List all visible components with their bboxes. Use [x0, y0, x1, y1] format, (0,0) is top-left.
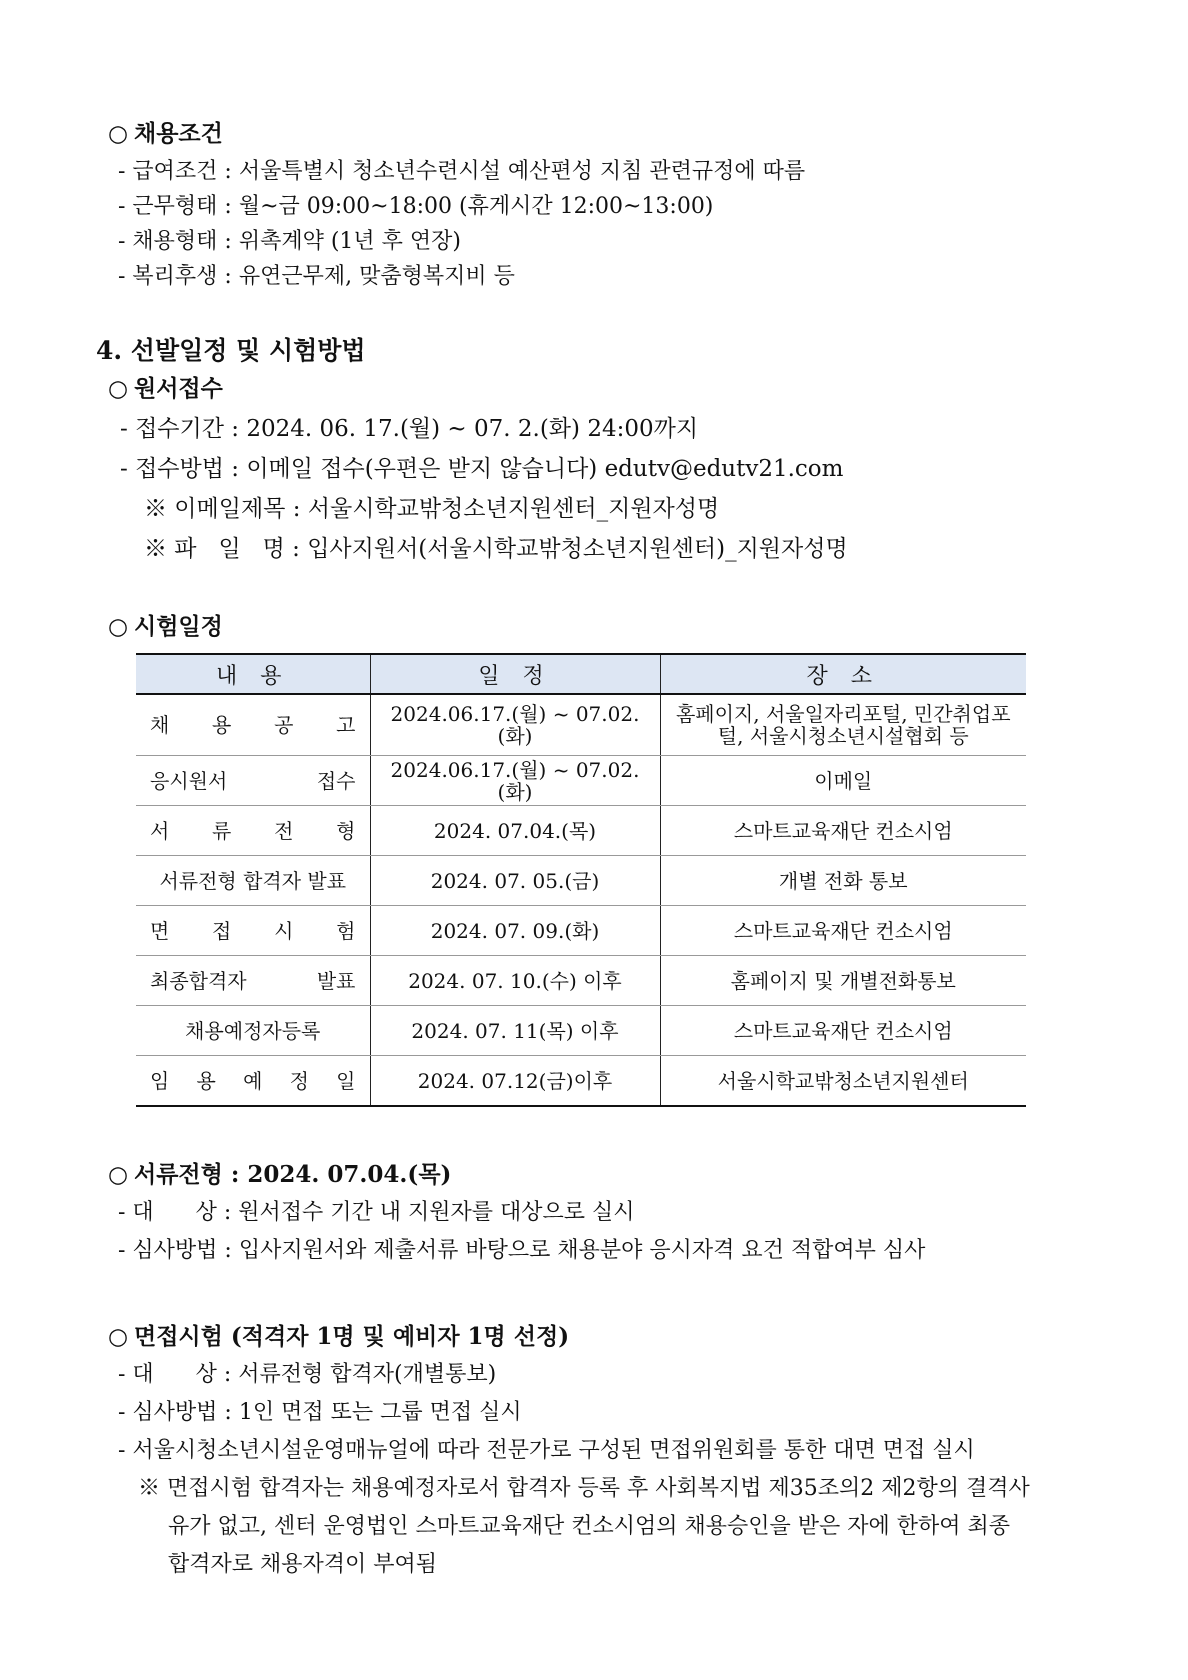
row-item-part: 발표 [316, 968, 356, 993]
table-row [136, 694, 1026, 756]
table-header-row [136, 654, 1026, 694]
row-item [136, 806, 370, 856]
row-place: 이메일 [660, 756, 1026, 806]
row-item-part: 최종합격자 [150, 968, 247, 993]
circle-bullet-icon: ○ [108, 1161, 129, 1188]
row-item-part: 서 [150, 818, 170, 843]
exam-schedule-heading: ○ 시험일정 [108, 613, 223, 640]
interview-note-line-3: 합격자로 채용자격이 부여됨 [168, 1552, 438, 1577]
circle-bullet-icon: ○ [108, 1323, 129, 1350]
row-item: 서류전형 합격자 발표 [136, 856, 370, 906]
row-date: 2024. 07.12(금)이후 [370, 1056, 660, 1107]
row-item-part: 시 [274, 918, 294, 943]
table-row [136, 1006, 1026, 1056]
employment-conditions-heading: ○ 채용조건 [108, 120, 223, 147]
row-place: 스마트교육재단 컨소시엄 [660, 906, 1026, 956]
note-file-name: ※ 파 일 명 : 입사지원서(서울시학교밖청소년지원센터)_지원자성명 [144, 536, 848, 562]
row-item-part: 접 [212, 918, 232, 943]
table-row [136, 856, 1026, 906]
interview-method: - 심사방법 : 1인 면접 또는 그룹 면접 실시 [118, 1400, 522, 1425]
chapter-4-title: 4. 선발일정 및 시험방법 [96, 336, 366, 365]
row-item [136, 906, 370, 956]
row-item-part: 험 [336, 918, 356, 943]
row-place: 스마트교육재단 컨소시엄 [660, 806, 1026, 856]
row-date: 2024. 07. 11(목) 이후 [370, 1006, 660, 1056]
screening-method: - 심사방법 : 입사지원서와 제출서류 바탕으로 채용분야 응시자격 요건 적합여부 심사 [118, 1238, 926, 1263]
row-item-part: 정 [289, 1068, 309, 1093]
row-place: 홈페이지, 서울일자리포털, 민간취업포털, 서울시청소년시설협회 등 [660, 694, 1026, 756]
row-item-part: 면 [150, 918, 170, 943]
condition-welfare: - 복리후생 : 유연근무제, 맞춤형복지비 등 [118, 264, 515, 289]
table-row [136, 956, 1026, 1006]
application-period: - 접수기간 : 2024. 06. 17.(월) ~ 07. 2.(화) 24:00까지 [120, 416, 699, 442]
table-row [136, 806, 1026, 856]
document-screening-heading: ○ 서류전형 : 2024. 07.04.(목) [108, 1161, 452, 1188]
row-date: 2024. 07. 10.(수) 이후 [370, 956, 660, 1006]
row-item-part: 임 [150, 1068, 170, 1093]
interview-note-line-1: ※ 면접시험 합격자는 채용예정자로서 합격자 등록 후 사회복지법 제35조의2 제2항의 결격사 [138, 1476, 1030, 1501]
row-item-part: 류 [212, 818, 232, 843]
condition-employment-type: - 채용형태 : 위촉계약 (1년 후 연장) [118, 229, 461, 254]
table-row [136, 1056, 1026, 1107]
row-place: 개별 전화 통보 [660, 856, 1026, 906]
table-row [136, 756, 1026, 806]
row-item [136, 1056, 370, 1107]
row-item-part: 일 [336, 1068, 356, 1093]
circle-bullet-icon: ○ [108, 120, 129, 147]
row-item-part: 예 [243, 1068, 263, 1093]
application-heading: ○ 원서접수 [108, 375, 223, 402]
row-item-part: 응시원서 [150, 768, 228, 793]
row-date: 2024.06.17.(월) ~ 07.02.(화) [370, 756, 660, 806]
interview-format: - 서울시청소년시설운영매뉴얼에 따라 전문가로 구성된 면접위원회를 통한 대면 면접 실시 [118, 1438, 975, 1463]
table-row [136, 906, 1026, 956]
row-item [136, 956, 370, 1006]
condition-work-hours: - 근무형태 : 월~금 09:00~18:00 (휴게시간 12:00~13:00) [118, 194, 714, 219]
interview-note-line-2: 유가 없고, 센터 운영법인 스마트교육재단 컨소시엄의 채용승인을 받은 자에 한하여 최종 [168, 1514, 1010, 1539]
circle-bullet-icon: ○ [108, 375, 129, 402]
row-item-part: 공 [274, 713, 294, 737]
row-date: 2024. 07. 05.(금) [370, 856, 660, 906]
note-email-subject: ※ 이메일제목 : 서울시학교밖청소년지원센터_지원자성명 [144, 496, 720, 522]
row-date: 2024.06.17.(월) ~ 07.02.(화) [370, 694, 660, 756]
row-item-part: 접수 [316, 768, 356, 793]
row-item [136, 694, 370, 756]
row-item-part: 채 [150, 713, 170, 737]
row-place: 홈페이지 및 개별전화통보 [660, 956, 1026, 1006]
exam-schedule-table [136, 653, 1026, 1107]
row-item-part: 전 [274, 818, 294, 843]
interview-heading: ○ 면접시험 (적격자 1명 및 예비자 1명 선정) [108, 1323, 570, 1350]
condition-salary: - 급여조건 : 서울특별시 청소년수련시설 예산편성 지침 관련규정에 따름 [118, 159, 806, 184]
row-date: 2024. 07.04.(목) [370, 806, 660, 856]
row-item-part: 용 [212, 713, 232, 737]
interview-target: - 대 상 : 서류전형 합격자(개별통보) [118, 1362, 497, 1387]
row-item-part: 형 [336, 818, 356, 843]
row-place: 서울시학교밖청소년지원센터 [660, 1056, 1026, 1107]
row-item: 채용예정자등록 [136, 1006, 370, 1056]
column-header-content: 내 용 [136, 654, 370, 694]
row-date: 2024. 07. 09.(화) [370, 906, 660, 956]
screening-target: - 대 상 : 원서접수 기간 내 지원자를 대상으로 실시 [118, 1200, 635, 1225]
row-item-part: 용 [196, 1068, 216, 1093]
application-method: - 접수방법 : 이메일 접수(우편은 받지 않습니다) edutv@edutv21.com [120, 456, 844, 482]
column-header-place: 장 소 [660, 654, 1026, 694]
row-item-part: 고 [336, 713, 356, 737]
row-item [136, 756, 370, 806]
row-place: 스마트교육재단 컨소시엄 [660, 1006, 1026, 1056]
column-header-schedule: 일 정 [370, 654, 660, 694]
circle-bullet-icon: ○ [108, 613, 129, 640]
